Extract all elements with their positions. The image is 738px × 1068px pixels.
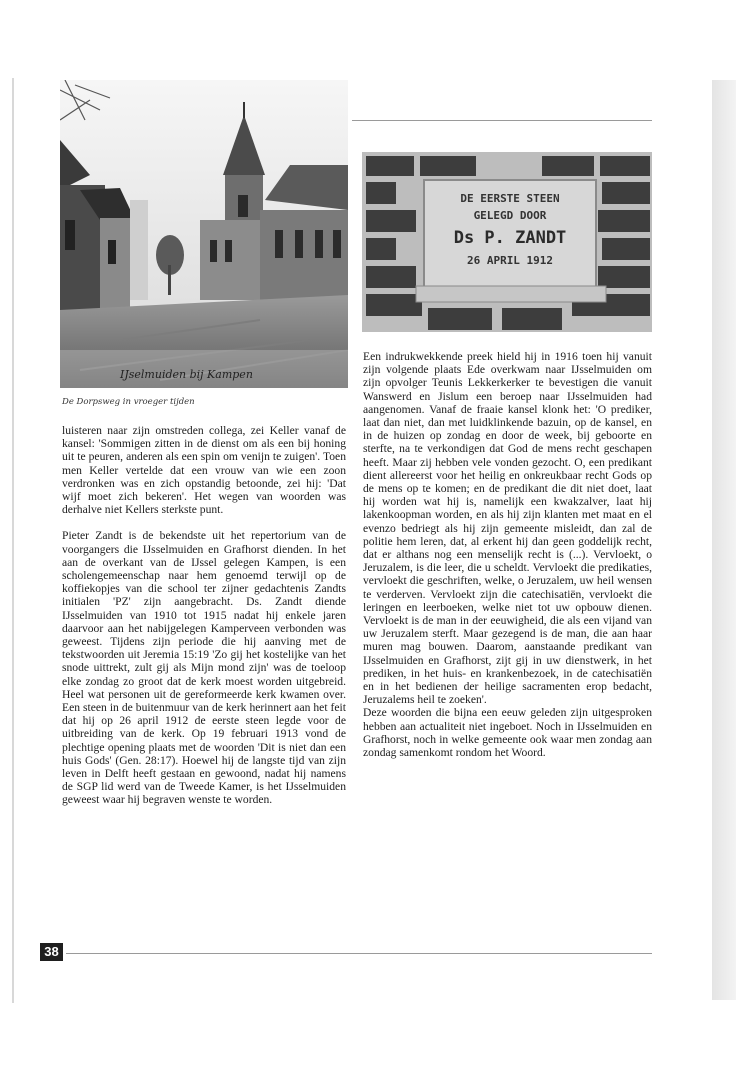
paragraph: Een indrukwekkende preek hield hij in 1916 toen hij vanuit zijn volgende plaats Ede overkwam naar IJsselmuiden om zijn opvolger Teunis Lekkerkerker te bevestigen die vanuit Wanswerd en Jislum een beroep naar IJsselmuiden had aangenomen. Vanaf de fraaie kansel klonk het: 'O prediker, laat dan niet, dan met luidklinkende bazuin, op de kansel, en in de huizen op zondag en door de week, bij geboorte en sterfte, na te verkondigen dat God de mens recht geschapen heeft. Maar zij hebben vele vonden gezocht. O, een predikant dient allereerst voor het heilig en onkreukbaar recht Gods op de mens op te komen; en de predikant die dit niet doet, laat hij worden wat hij is, namelijk een kwakzalver, laat hij lakenkoopman worden, en als hij zijn klanten met maat en el evenzo bedriegt als hij zijn gemeente misleidt, dan zal de politie hem leren, dat, al erkent hij dan geen goddelijk recht, dat er althans nog een menselijk recht is (...). Vervloekt, o Jeruzalem, is die leer, die u scheldt. Vervloekt die predikaties, vervloekt die geschriften, welke, o Jeruzalem, uw heil wensen te verderven. Vervloekt zijn die catechisatiën, vervloekt die leringen en leerboeken, welke niet tot uw opbouw dienen. Vervloekt is de man in der eeuwigheid, die als een vijand van uw Jeruzalem sterft. Maar gezegend is de man, die aan haar muren mag bouwen. Daarom, aanstaande predikant van IJsselmuiden en Grafhorst, zijt gij in uw dienstwerk, in het prediken, in het huis- en krankenbezoek, in de catechisatiën en in het bedienen der heilige sacramenten erop bedacht, Jeruzalems heil te zoeken'. bbox=[363, 350, 652, 707]
paragraph: luisteren naar zijn omstreden collega, zei Keller vanaf de kansel: 'Sommigen zitten in de dienst om als een bij honing uit te peuren, anderen als een spin om venijn te zuigen'. Toen men Keller vertelde dat een vrouw van wie een zoon verdronken was en zich opstandig betoonde, zei hij: 'Dat wijf moet zich bekeren'. Het wegen van woorden was derhalve niet Kellers sterkste punt. bbox=[62, 424, 346, 517]
foundation-stone-photo bbox=[362, 152, 652, 332]
left-text-column bbox=[62, 424, 346, 807]
top-rule bbox=[352, 120, 652, 121]
facing-page-edge bbox=[712, 80, 736, 1000]
photo-caption: De Dorpsweg in vroeger tijden bbox=[62, 397, 195, 407]
footer-rule bbox=[66, 953, 652, 954]
page-number: 38 bbox=[40, 943, 63, 961]
paragraph: Pieter Zandt is de bekendste uit het repertorium van de voorgangers die IJsselmuiden en Grafhorst dienden. In het aan de overkant van de IJssel gelegen Kampen, is een scholengemeenschap naar hem genoemd terwijl op de koffiekopjes van die school ter zijner gedachtenis Zandts initialen 'PZ' zijn aangebracht. Ds. Zandt diende IJsselmuiden van 1910 tot 1915 nadat hij enkele jaren daarvoor aan het nabijgelegen Kamperveen verbonden was geweest. Tijdens zijn periode die hij aanving met de tekstwoorden uit Jeremia 15:19 'Zo gij het kostelijke van het snode uittrekt, zult gij als Mijn mond zijn' was de toeloop elke zondag zo groot dat de kerk moest worden uitgebreid. Heel wat personen uit de gereformeerde kerk kwamen over. Een steen in de buitenmuur van de kerk herinnert aan het feit dat hij op 26 april 1912 de eerste steen legde voor de uitbreiding van de kerk. Op 19 februari 1913 vond de plechtige opening plaats met de woorden 'Dit is niet dan een huis Gods' (Gen. 28:17). Hoewel hij de langste tijd van zijn leven in Delft heeft gestaan en gewoond, nadat hij namens de SGP lid werd van de Tweede Kamer, is het IJsselmuiden geweest waar hij begraven wenste te worden. bbox=[62, 529, 346, 807]
paragraph: Deze woorden die bijna een eeuw geleden zijn uitgesproken hebben aan actualiteit niet ingeboet. Noch in IJsselmuiden en Grafhorst, noch in welke gemeente ook waar men zondag aan zondag samenkomt rondom het Woord. bbox=[363, 706, 652, 760]
stone-line-3: Ds P. ZANDT bbox=[453, 228, 567, 248]
right-text-column bbox=[363, 350, 652, 759]
stone-line-2: GELEGD DOOR bbox=[473, 209, 547, 222]
street-photo bbox=[60, 80, 348, 388]
stone-line-4: 26 APRIL 1912 bbox=[466, 254, 554, 267]
photo-inscription: IJselmuiden bij Kampen bbox=[120, 368, 253, 381]
stone-line-1: DE EERSTE STEEN bbox=[460, 192, 560, 205]
